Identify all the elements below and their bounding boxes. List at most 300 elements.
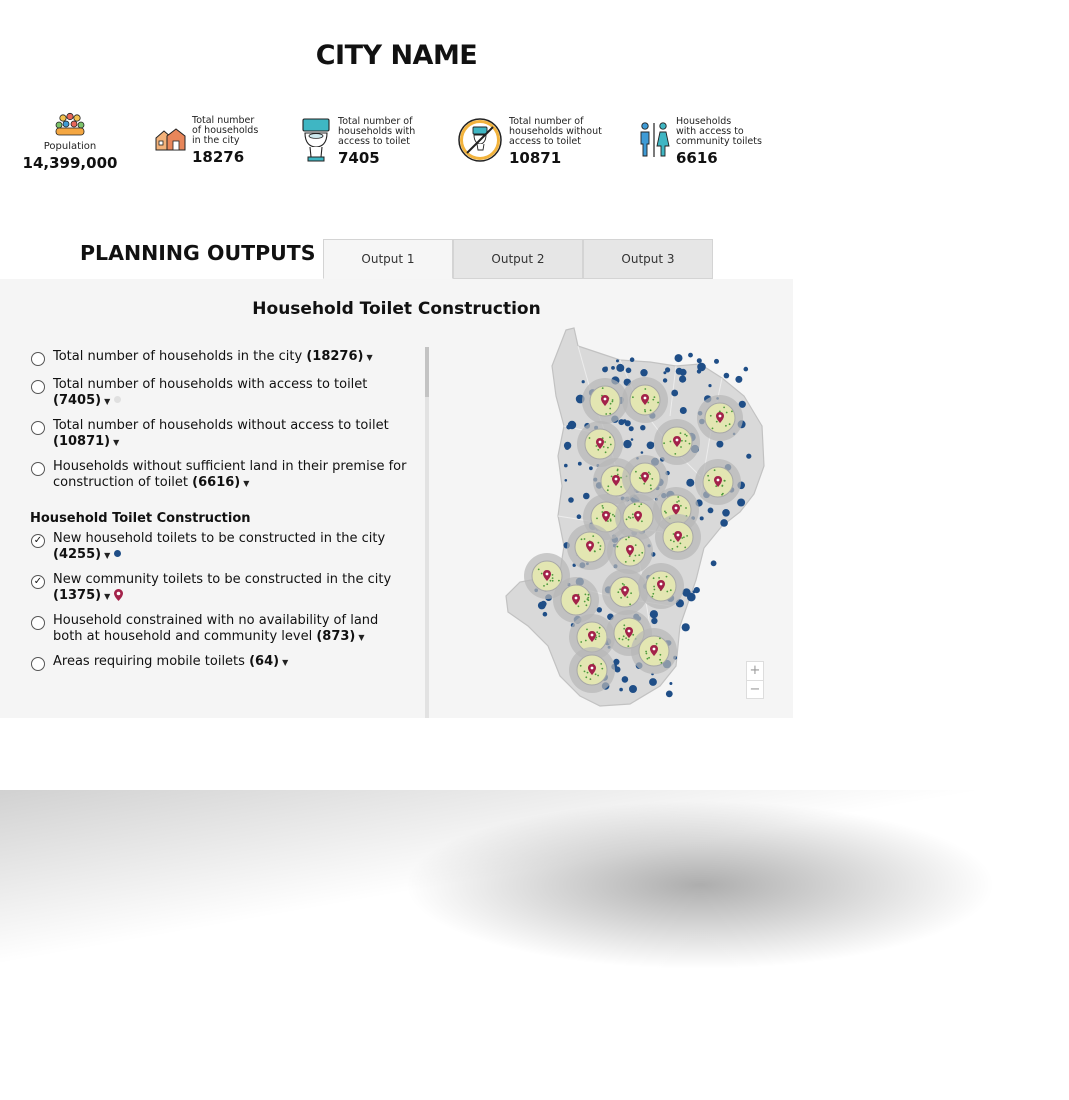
covered-household-dot: [652, 399, 654, 401]
covered-household-dot: [617, 546, 619, 548]
covered-household-dot: [723, 407, 725, 409]
without-toilet-label-2: households without: [509, 126, 602, 137]
layer-item-mobile-toilets[interactable]: [30, 654, 410, 671]
covered-household-dot: [602, 505, 604, 507]
tab-output-1[interactable]: Output 1: [323, 239, 453, 279]
household-dot: [697, 369, 701, 373]
with-toilet-label-2: households with: [338, 126, 416, 137]
covered-household-dot: [670, 441, 672, 443]
covered-household-dot: [538, 569, 540, 571]
household-dot: [571, 424, 574, 427]
with-toilet-label-1: Total number of: [338, 116, 413, 127]
community-label-2: with access to: [676, 126, 744, 137]
household-dot: [680, 407, 687, 414]
covered-household-dot: [638, 554, 640, 556]
household-dot: [540, 601, 546, 607]
covered-household-dot: [716, 421, 718, 423]
city-map[interactable]: [500, 326, 770, 716]
community-toilet-buffer: [582, 378, 628, 424]
radio-button[interactable]: [31, 352, 45, 366]
covered-household-dot: [721, 494, 723, 496]
covered-household-dot: [649, 473, 651, 475]
household-dot: [583, 493, 590, 500]
layer-item-with-access[interactable]: [30, 377, 410, 409]
households-label-3: in the city: [192, 135, 240, 146]
covered-household-dot: [597, 675, 599, 677]
household-dot: [589, 466, 593, 470]
covered-household-dot: [589, 437, 591, 439]
radio-button[interactable]: [31, 616, 45, 630]
covered-household-dot: [552, 574, 554, 576]
household-dot: [682, 623, 690, 631]
covered-household-dot: [604, 441, 606, 443]
layer-label: Household constrained with no availability of land both at household and community level: [53, 613, 379, 644]
community-toilet-buffer: [695, 459, 741, 505]
covered-household-dot: [541, 573, 543, 575]
drop-shadow: [0, 790, 1069, 1100]
covered-household-dot: [580, 641, 582, 643]
covered-household-dot: [627, 645, 629, 647]
caret-down-icon[interactable]: ▼: [104, 396, 111, 406]
covered-household-dot: [601, 668, 603, 670]
household-dot: [714, 359, 719, 364]
community-toilet-buffer: [567, 524, 613, 570]
covered-household-dot: [595, 638, 597, 640]
layer-label: Total number of households with access to toilet: [53, 377, 368, 392]
covered-household-dot: [646, 653, 648, 655]
covered-household-dot: [674, 453, 676, 455]
covered-household-dot: [657, 402, 659, 404]
covered-household-dot: [665, 512, 667, 514]
covered-household-dot: [685, 440, 687, 442]
households-label-2: of households: [192, 125, 259, 136]
planning-outputs-title: PLANNING OUTPUTS: [80, 241, 316, 265]
covered-household-dot: [585, 640, 587, 642]
household-dot: [582, 380, 585, 383]
man-woman-icon: [638, 121, 670, 163]
community-toilet-buffer: [697, 395, 743, 441]
pin-center: [717, 479, 720, 482]
covered-household-dot: [590, 678, 592, 680]
radio-button-checked[interactable]: ✓: [31, 575, 45, 589]
covered-household-dot: [710, 415, 712, 417]
covered-household-dot: [686, 435, 688, 437]
caret-down-icon[interactable]: ▼: [358, 632, 365, 642]
radio-button[interactable]: [31, 657, 45, 671]
covered-household-dot: [677, 546, 679, 548]
household-dot: [649, 678, 657, 686]
covered-household-dot: [600, 663, 602, 665]
covered-household-dot: [731, 411, 733, 413]
covered-household-dot: [587, 672, 589, 674]
covered-household-dot: [595, 637, 597, 639]
household-dot: [693, 590, 696, 593]
pin-center: [605, 514, 608, 517]
household-dot: [577, 514, 582, 519]
covered-household-dot: [647, 402, 649, 404]
pin-center: [591, 667, 594, 670]
households-label-1: Total number: [192, 115, 255, 126]
covered-household-dot: [641, 520, 643, 522]
covered-household-dot: [648, 472, 650, 474]
pin-center: [546, 573, 549, 576]
covered-household-dot: [686, 535, 688, 537]
household-dot: [746, 454, 751, 459]
household-dot: [611, 366, 615, 370]
covered-household-dot: [587, 597, 589, 599]
layer-count: (873): [316, 628, 356, 644]
covered-household-dot: [625, 539, 627, 541]
covered-household-dot: [597, 449, 599, 451]
radio-button-checked[interactable]: ✓: [31, 534, 45, 548]
covered-household-dot: [580, 665, 582, 667]
zoom-out-button[interactable]: −: [747, 680, 763, 698]
without-toilet-label-3: access to toilet: [509, 136, 581, 147]
tab-output-2[interactable]: Output 2: [453, 239, 583, 279]
radio-button[interactable]: [31, 462, 45, 476]
layer-count: (64): [249, 654, 280, 669]
covered-household-dot: [643, 483, 645, 485]
household-dot: [735, 376, 742, 383]
covered-household-dot: [607, 447, 609, 449]
layer-label: Total number of households in the city: [53, 349, 303, 364]
household-dot: [640, 425, 645, 430]
covered-household-dot: [656, 643, 658, 645]
covered-household-dot: [617, 474, 619, 476]
city-title: CITY NAME: [315, 40, 478, 71]
household-dot: [671, 390, 678, 397]
covered-household-dot: [609, 408, 611, 410]
layer-label: New household toilets to be constructed in the city: [53, 531, 386, 546]
household-dot: [631, 438, 634, 441]
covered-household-dot: [680, 432, 682, 434]
covered-household-dot: [676, 501, 678, 503]
household-dot: [687, 593, 696, 602]
household-dot: [716, 441, 723, 448]
household-dot: [543, 612, 548, 617]
covered-household-dot: [595, 673, 597, 675]
pin-center: [644, 475, 647, 478]
covered-household-dot: [707, 475, 709, 477]
covered-household-dot: [612, 399, 614, 401]
household-dot: [626, 368, 632, 374]
covered-household-dot: [625, 637, 627, 639]
household-dot: [697, 358, 702, 363]
household-dot: [630, 357, 635, 362]
covered-household-dot: [607, 489, 609, 491]
covered-household-dot: [635, 555, 637, 557]
layer-label: Total number of households without access to toilet: [53, 418, 389, 433]
covered-household-dot: [654, 589, 656, 591]
covered-household-dot: [651, 478, 653, 480]
household-dot: [708, 384, 711, 387]
pin-center: [677, 534, 680, 537]
covered-household-dot: [658, 577, 660, 579]
stat-community-toilets: [638, 117, 762, 167]
covered-household-dot: [596, 445, 598, 447]
layer-count: (1375): [53, 587, 102, 603]
covered-household-dot: [598, 542, 600, 544]
layer-count: (10871): [53, 433, 111, 449]
covered-household-dot: [724, 480, 726, 482]
household-dot: [565, 479, 568, 482]
covered-household-dot: [632, 513, 634, 515]
covered-household-dot: [653, 577, 655, 579]
covered-household-dot: [726, 412, 728, 414]
layer-label: Areas requiring mobile toilets: [53, 654, 245, 669]
covered-household-dot: [652, 596, 654, 598]
covered-household-dot: [714, 469, 716, 471]
crowd-icon: [53, 112, 87, 140]
covered-household-dot: [659, 638, 661, 640]
community-value: 6616: [676, 149, 718, 167]
household-dot: [737, 499, 745, 507]
panel-title: Household Toilet Construction: [252, 299, 541, 319]
covered-household-dot: [628, 639, 630, 641]
households-value: 18276: [192, 148, 245, 166]
covered-household-dot: [647, 658, 649, 660]
household-dot: [688, 353, 693, 358]
covered-household-dot: [638, 506, 640, 508]
pin-center: [575, 597, 578, 600]
community-toilet-buffer: [607, 528, 653, 574]
layer-item-households[interactable]: [30, 349, 410, 366]
output-tabs: [323, 239, 713, 279]
covered-household-dot: [586, 629, 588, 631]
pin-center: [660, 583, 663, 586]
covered-household-dot: [622, 639, 624, 641]
household-dot: [669, 682, 672, 685]
household-dot: [724, 373, 730, 379]
covered-household-dot: [685, 507, 687, 509]
household-dot: [666, 691, 673, 698]
covered-household-dot: [602, 387, 604, 389]
caret-down-icon[interactable]: ▼: [104, 591, 111, 601]
covered-household-dot: [654, 396, 656, 398]
layer-item-new-household-toilets[interactable]: [30, 531, 410, 563]
covered-household-dot: [644, 409, 646, 411]
radio-button[interactable]: [31, 421, 45, 435]
covered-household-dot: [586, 604, 588, 606]
household-dot: [602, 367, 608, 373]
covered-household-dot: [550, 580, 552, 582]
covered-household-dot: [645, 651, 647, 653]
radio-button[interactable]: [31, 380, 45, 394]
covered-household-dot: [627, 596, 629, 598]
household-dot: [651, 442, 654, 445]
scrollbar-track[interactable]: [425, 347, 429, 718]
pin-center: [628, 630, 631, 633]
tab-output-3[interactable]: Output 3: [583, 239, 713, 279]
section-title: Household Toilet Construction: [30, 511, 251, 526]
covered-household-dot: [552, 577, 554, 579]
household-dot: [566, 425, 571, 430]
covered-household-dot: [629, 603, 631, 605]
covered-household-dot: [609, 413, 611, 415]
layer-item-insufficient-land[interactable]: [30, 459, 410, 491]
population-label: Population: [43, 141, 97, 152]
covered-household-dot: [683, 536, 685, 538]
covered-household-dot: [598, 633, 600, 635]
household-dot: [700, 516, 704, 520]
household-dot: [663, 378, 667, 382]
covered-household-dot: [721, 485, 723, 487]
covered-household-dot: [689, 443, 691, 445]
map-pin-icon: [114, 589, 123, 606]
covered-household-dot: [677, 496, 679, 498]
covered-household-dot: [607, 485, 609, 487]
covered-household-dot: [605, 451, 607, 453]
covered-household-dot: [610, 520, 612, 522]
covered-household-dot: [666, 591, 668, 593]
covered-household-dot: [644, 411, 646, 413]
covered-household-dot: [635, 544, 637, 546]
covered-household-dot: [633, 560, 635, 562]
covered-household-dot: [623, 628, 625, 630]
covered-household-dot: [581, 538, 583, 540]
caret-down-icon[interactable]: ▼: [366, 353, 373, 362]
layer-item-new-community-toilets[interactable]: [30, 572, 410, 605]
covered-household-dot: [584, 671, 586, 673]
covered-household-dot: [670, 589, 672, 591]
covered-household-dot: [596, 631, 598, 633]
layer-count: (18276): [306, 349, 364, 364]
household-dot: [619, 688, 623, 692]
community-toilet-buffer: [655, 514, 701, 560]
covered-household-dot: [635, 471, 637, 473]
pin-center: [719, 415, 722, 418]
covered-household-dot: [596, 518, 598, 520]
covered-household-dot: [630, 517, 632, 519]
covered-household-dot: [650, 409, 652, 411]
layer-count: (7405): [53, 392, 102, 408]
covered-household-dot: [584, 538, 586, 540]
covered-household-dot: [684, 434, 686, 436]
household-dot: [613, 659, 619, 665]
covered-household-dot: [648, 657, 650, 659]
household-dot: [629, 426, 634, 431]
covered-household-dot: [725, 425, 727, 427]
caret-down-icon[interactable]: ▼: [104, 550, 111, 560]
stat-population: [20, 112, 120, 172]
covered-household-dot: [617, 469, 619, 471]
covered-household-dot: [661, 662, 663, 664]
covered-household-dot: [619, 588, 621, 590]
covered-household-dot: [618, 638, 620, 640]
household-dot: [744, 367, 749, 372]
covered-household-dot: [632, 634, 634, 636]
layer-item-without-access[interactable]: [30, 418, 410, 450]
covered-household-dot: [660, 654, 662, 656]
covered-household-dot: [632, 396, 634, 398]
layer-count: (6616): [192, 474, 241, 490]
household-dot: [629, 685, 637, 693]
pin-center: [629, 548, 632, 551]
layer-label: Households without sufficient land in their premise for construction of toilet: [53, 459, 407, 490]
covered-household-dot: [605, 413, 607, 415]
community-toilet-buffer: [569, 647, 615, 693]
layer-item-constrained-land[interactable]: [30, 613, 410, 645]
covered-household-dot: [585, 594, 587, 596]
covered-household-dot: [578, 605, 580, 607]
caret-down-icon[interactable]: ▼: [282, 658, 289, 667]
covered-household-dot: [644, 388, 646, 390]
covered-household-dot: [625, 561, 627, 563]
pin-center: [675, 507, 678, 510]
covered-household-dot: [599, 548, 601, 550]
covered-household-dot: [680, 543, 682, 545]
covered-household-dot: [673, 541, 675, 543]
covered-household-dot: [600, 545, 602, 547]
covered-household-dot: [610, 403, 612, 405]
covered-household-dot: [602, 507, 604, 509]
stat-households: [154, 116, 258, 166]
household-dot: [686, 479, 694, 487]
legend-dot-icon: [114, 550, 121, 557]
household-dot: [616, 364, 624, 372]
covered-household-dot: [594, 551, 596, 553]
pin-center: [653, 648, 656, 651]
stat-with-toilet: [300, 117, 415, 167]
covered-household-dot: [672, 548, 674, 550]
covered-household-dot: [670, 539, 672, 541]
caret-down-icon[interactable]: ▼: [113, 437, 120, 447]
caret-down-icon[interactable]: ▼: [243, 478, 250, 488]
community-toilet-buffer: [631, 628, 677, 674]
covered-household-dot: [558, 580, 560, 582]
population-value: 14,399,000: [22, 154, 118, 172]
household-dot: [651, 618, 657, 624]
covered-household-dot: [652, 593, 654, 595]
covered-household-dot: [588, 594, 590, 596]
household-dot: [680, 369, 687, 376]
covered-household-dot: [664, 511, 666, 513]
zoom-in-button[interactable]: +: [749, 663, 761, 678]
covered-household-dot: [641, 552, 643, 554]
covered-household-dot: [630, 592, 632, 594]
layer-label: New community toilets to be constructed in the city: [53, 572, 392, 587]
household-dot: [615, 667, 621, 673]
household-dot: [578, 462, 582, 466]
covered-household-dot: [680, 446, 682, 448]
covered-household-dot: [609, 436, 611, 438]
pin-center: [604, 398, 607, 401]
community-label-3: community toilets: [676, 136, 762, 147]
pin-center: [615, 478, 618, 481]
covered-household-dot: [592, 535, 594, 537]
covered-household-dot: [543, 585, 545, 587]
scrollbar-thumb[interactable]: [425, 347, 429, 397]
with-toilet-value: 7405: [338, 149, 380, 167]
map-zoom-control: [746, 661, 764, 699]
covered-household-dot: [587, 599, 589, 601]
covered-household-dot: [612, 514, 614, 516]
pin-center: [591, 634, 594, 637]
houses-icon: [154, 126, 186, 156]
covered-household-dot: [681, 440, 683, 442]
covered-household-dot: [680, 505, 682, 507]
household-dot: [640, 369, 647, 376]
no-toilet-icon: [457, 117, 503, 167]
covered-household-dot: [620, 597, 622, 599]
household-dot: [568, 497, 574, 503]
stat-without-toilet: [457, 117, 602, 167]
layer-count: (4255): [53, 546, 102, 562]
without-toilet-label-1: Total number of: [509, 116, 584, 127]
covered-household-dot: [708, 480, 710, 482]
community-toilet-buffer: [622, 377, 668, 423]
with-toilet-label-3: access to toilet: [338, 136, 410, 147]
